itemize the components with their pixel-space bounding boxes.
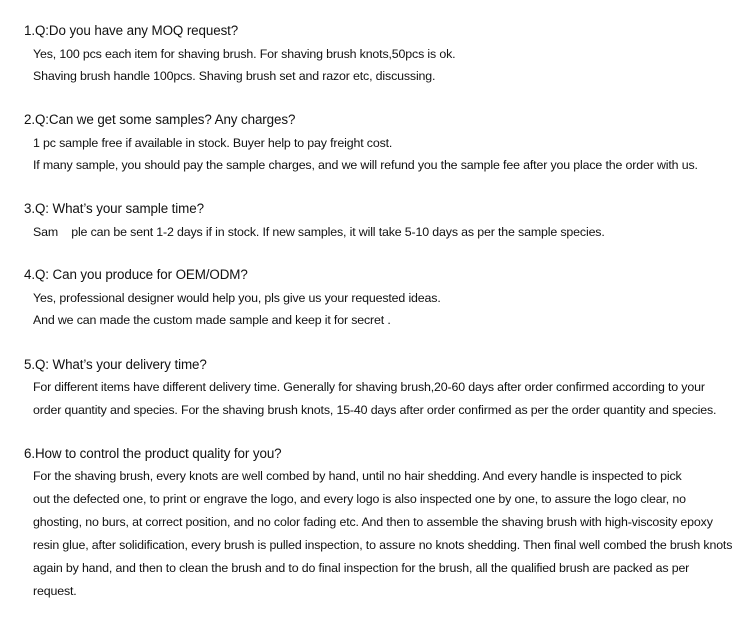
faq-answer-line: Yes, professional designer would help you, pls give us your requested ideas. <box>33 291 441 305</box>
faq-question: 6.How to control the product quality for you? <box>24 446 282 461</box>
faq-answer-line: And we can made the custom made sample and keep it for secret . <box>33 313 391 327</box>
faq-question: 3.Q: What’s your sample time? <box>24 201 204 216</box>
faq-answer-line: If many sample, you should pay the sample charges, and we will refund you the sample fee after you place the order with us. <box>33 158 698 172</box>
faq-answer-line: Sam ple can be sent 1-2 days if in stock. If new samples, it will take 5-10 days as per the sample species. <box>33 225 605 239</box>
faq-answer-line: request. <box>33 584 77 598</box>
faq-answer-line: order quantity and species. For the shaving brush knots, 15-40 days after order confirmed as per the order quantity and species. <box>33 403 717 417</box>
faq-question: 1.Q:Do you have any MOQ request? <box>24 23 239 38</box>
faq-answer-line: For different items have different delivery time. Generally for shaving brush,20-60 days after order confirmed according to your <box>33 380 705 394</box>
faq-question: 5.Q: What’s your delivery time? <box>24 357 207 372</box>
faq-question: 2.Q:Can we get some samples? Any charges? <box>24 112 296 127</box>
faq-answer-line: Shaving brush handle 100pcs. Shaving brush set and razor etc, discussing. <box>33 69 436 83</box>
faq-answer-line: resin glue, after solidification, every brush is pulled inspection, to assure no knots shedding. Then final well combed the brush knots <box>33 538 733 552</box>
faq-answer-line: ghosting, no burs, at correct position, and no color fading etc. And then to assemble the shaving brush with high-viscosity epoxy <box>33 515 713 529</box>
faq-answer-line: For the shaving brush, every knots are well combed by hand, until no hair shedding. And every handle is inspected to pick <box>33 469 682 483</box>
faq-answer-line: 1 pc sample free if available in stock. Buyer help to pay freight cost. <box>33 136 393 150</box>
faq-answer-line: Yes, 100 pcs each item for shaving brush. For shaving brush knots,50pcs is ok. <box>33 47 456 61</box>
faq-answer-line: out the defected one, to print or engrave the logo, and every logo is also inspected one by one, to assure the logo clear, no <box>33 492 686 506</box>
faq-answer-line: again by hand, and then to clean the brush and to do final inspection for the brush, all the qualified brush are packed as per <box>33 561 690 575</box>
faq-question: 4.Q: Can you produce for OEM/ODM? <box>24 267 248 282</box>
